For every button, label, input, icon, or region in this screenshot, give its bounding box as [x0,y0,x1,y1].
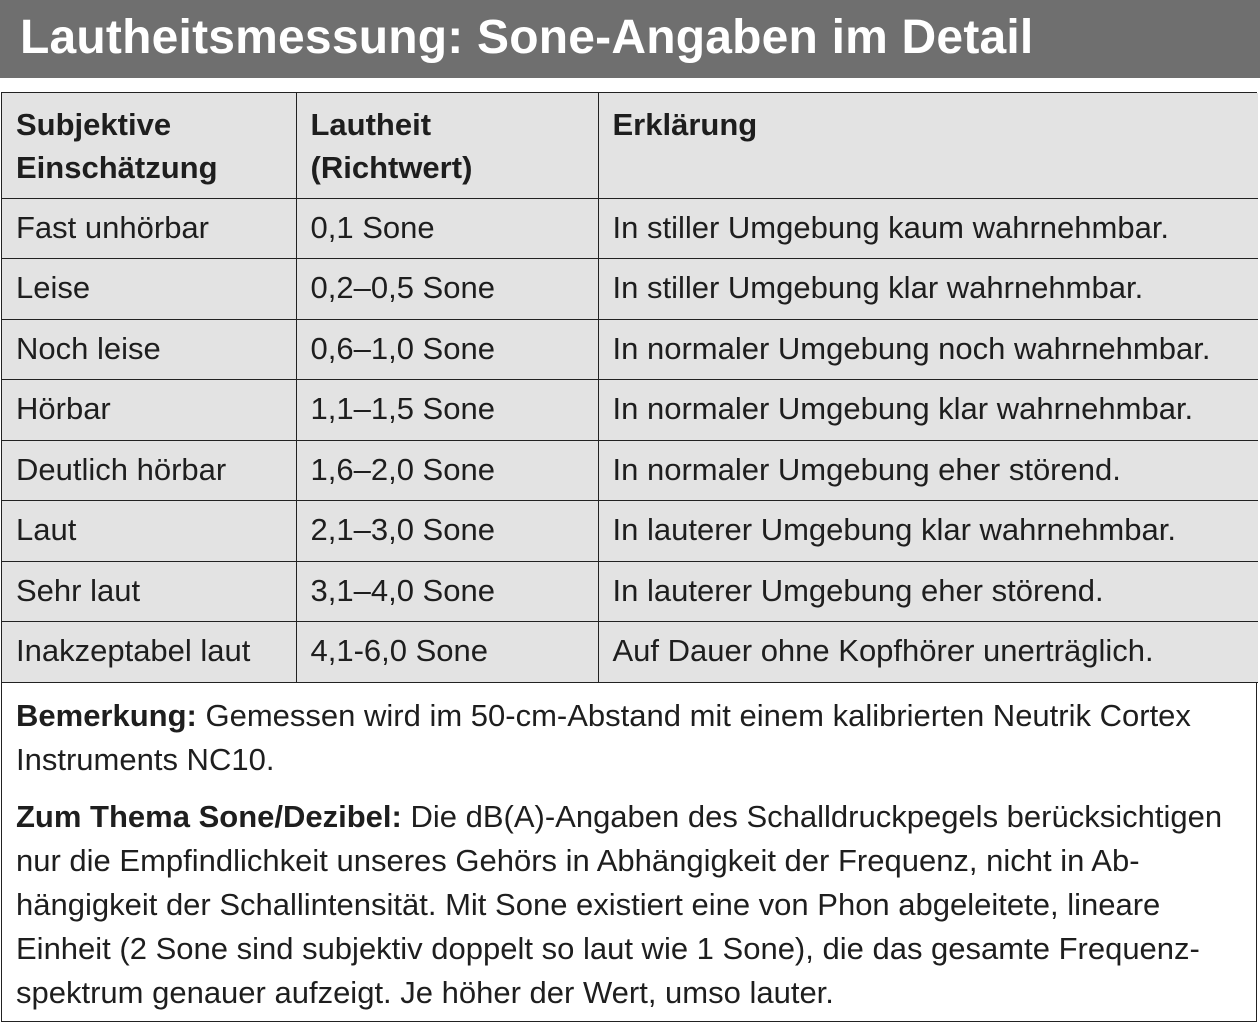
cell-assessment: Fast unhörbar [2,198,296,259]
remark-paragraph [16,694,1244,782]
header-assessment-line2: Einschätzung [16,150,218,185]
cell-loudness: 1,6–2,0 Sone [296,440,598,501]
header-loudness [296,93,598,198]
remark-label: Bemerkung: [16,698,197,733]
topic-line: hängigkeit der Schallintensität. Mit Sone existiert eine von Phon abgeleitete, lineare [16,887,1161,922]
title-bar [0,0,1260,78]
header-loudness-line1: Lautheit [310,107,432,142]
cell-explanation: Auf Dauer ohne Kopfhörer unerträglich. [598,622,1258,683]
cell-assessment: Laut [2,501,296,562]
table-row [2,380,1258,441]
loudness-table [2,93,1258,683]
info-box [1,92,1257,1022]
topic-label: Zum Thema Sone/Dezibel: [16,799,402,834]
cell-loudness: 0,2–0,5 Sone [296,259,598,320]
cell-loudness: 0,1 Sone [296,198,598,259]
table-row [2,198,1258,259]
topic-paragraph [16,795,1244,1015]
header-assessment [2,93,296,198]
cell-explanation: In normaler Umgebung noch wahrnehmbar. [598,319,1258,380]
cell-assessment: Leise [2,259,296,320]
topic-line [16,795,1244,839]
cell-explanation: In stiller Umgebung klar wahrnehmbar. [598,259,1258,320]
header-explanation [598,93,1258,198]
cell-explanation: In lauterer Umgebung eher störend. [598,561,1258,622]
cell-assessment: Inakzeptabel laut [2,622,296,683]
remark-text: Gemessen wird im 50-cm-Abstand mit einem kalibrierten Neutrik Cortex [196,698,1191,733]
table-header-row [2,93,1258,198]
topic-text: Die dB(A)-Angaben des Schalldruckpegels berücksichtigen [401,799,1223,834]
cell-assessment: Deutlich hörbar [2,440,296,501]
cell-loudness: 2,1–3,0 Sone [296,501,598,562]
cell-explanation: In normaler Umgebung eher störend. [598,440,1258,501]
header-assessment-line1: Subjektive [16,107,172,142]
table-row [2,440,1258,501]
cell-assessment: Sehr laut [2,561,296,622]
cell-explanation: In lauterer Umgebung klar wahrnehmbar. [598,501,1258,562]
cell-loudness: 1,1–1,5 Sone [296,380,598,441]
topic-line: Einheit (2 Sone sind subjektiv doppelt so laut wie 1 Sone), die das gesamte Frequenz- [16,931,1200,966]
cell-assessment: Hörbar [2,380,296,441]
page-title: Lautheitsmessung: Sone-Angaben im Detail [20,11,1034,64]
remark-line: Instruments NC10. [16,742,275,777]
topic-line: spektrum genauer aufzeigt. Je höher der Wert, umso lauter. [16,975,834,1010]
header-explanation-line1: Erklärung [612,107,758,142]
header-loudness-line2: (Richtwert) [310,150,473,185]
table-row [2,319,1258,380]
cell-explanation: In stiller Umgebung kaum wahrnehmbar. [598,198,1258,259]
table-row [2,259,1258,320]
table-row [2,561,1258,622]
table-row [2,501,1258,562]
cell-loudness: 4,1-6,0 Sone [296,622,598,683]
cell-assessment: Noch leise [2,319,296,380]
remark-line [16,694,1244,738]
topic-line: nur die Empfindlichkeit unseres Gehörs in Abhängigkeit der Frequenz, nicht in Ab- [16,843,1140,878]
cell-loudness: 3,1–4,0 Sone [296,561,598,622]
cell-explanation: In normaler Umgebung klar wahrnehmbar. [598,380,1258,441]
table-row [2,622,1258,683]
notes-section [2,682,1258,1015]
cell-loudness: 0,6–1,0 Sone [296,319,598,380]
